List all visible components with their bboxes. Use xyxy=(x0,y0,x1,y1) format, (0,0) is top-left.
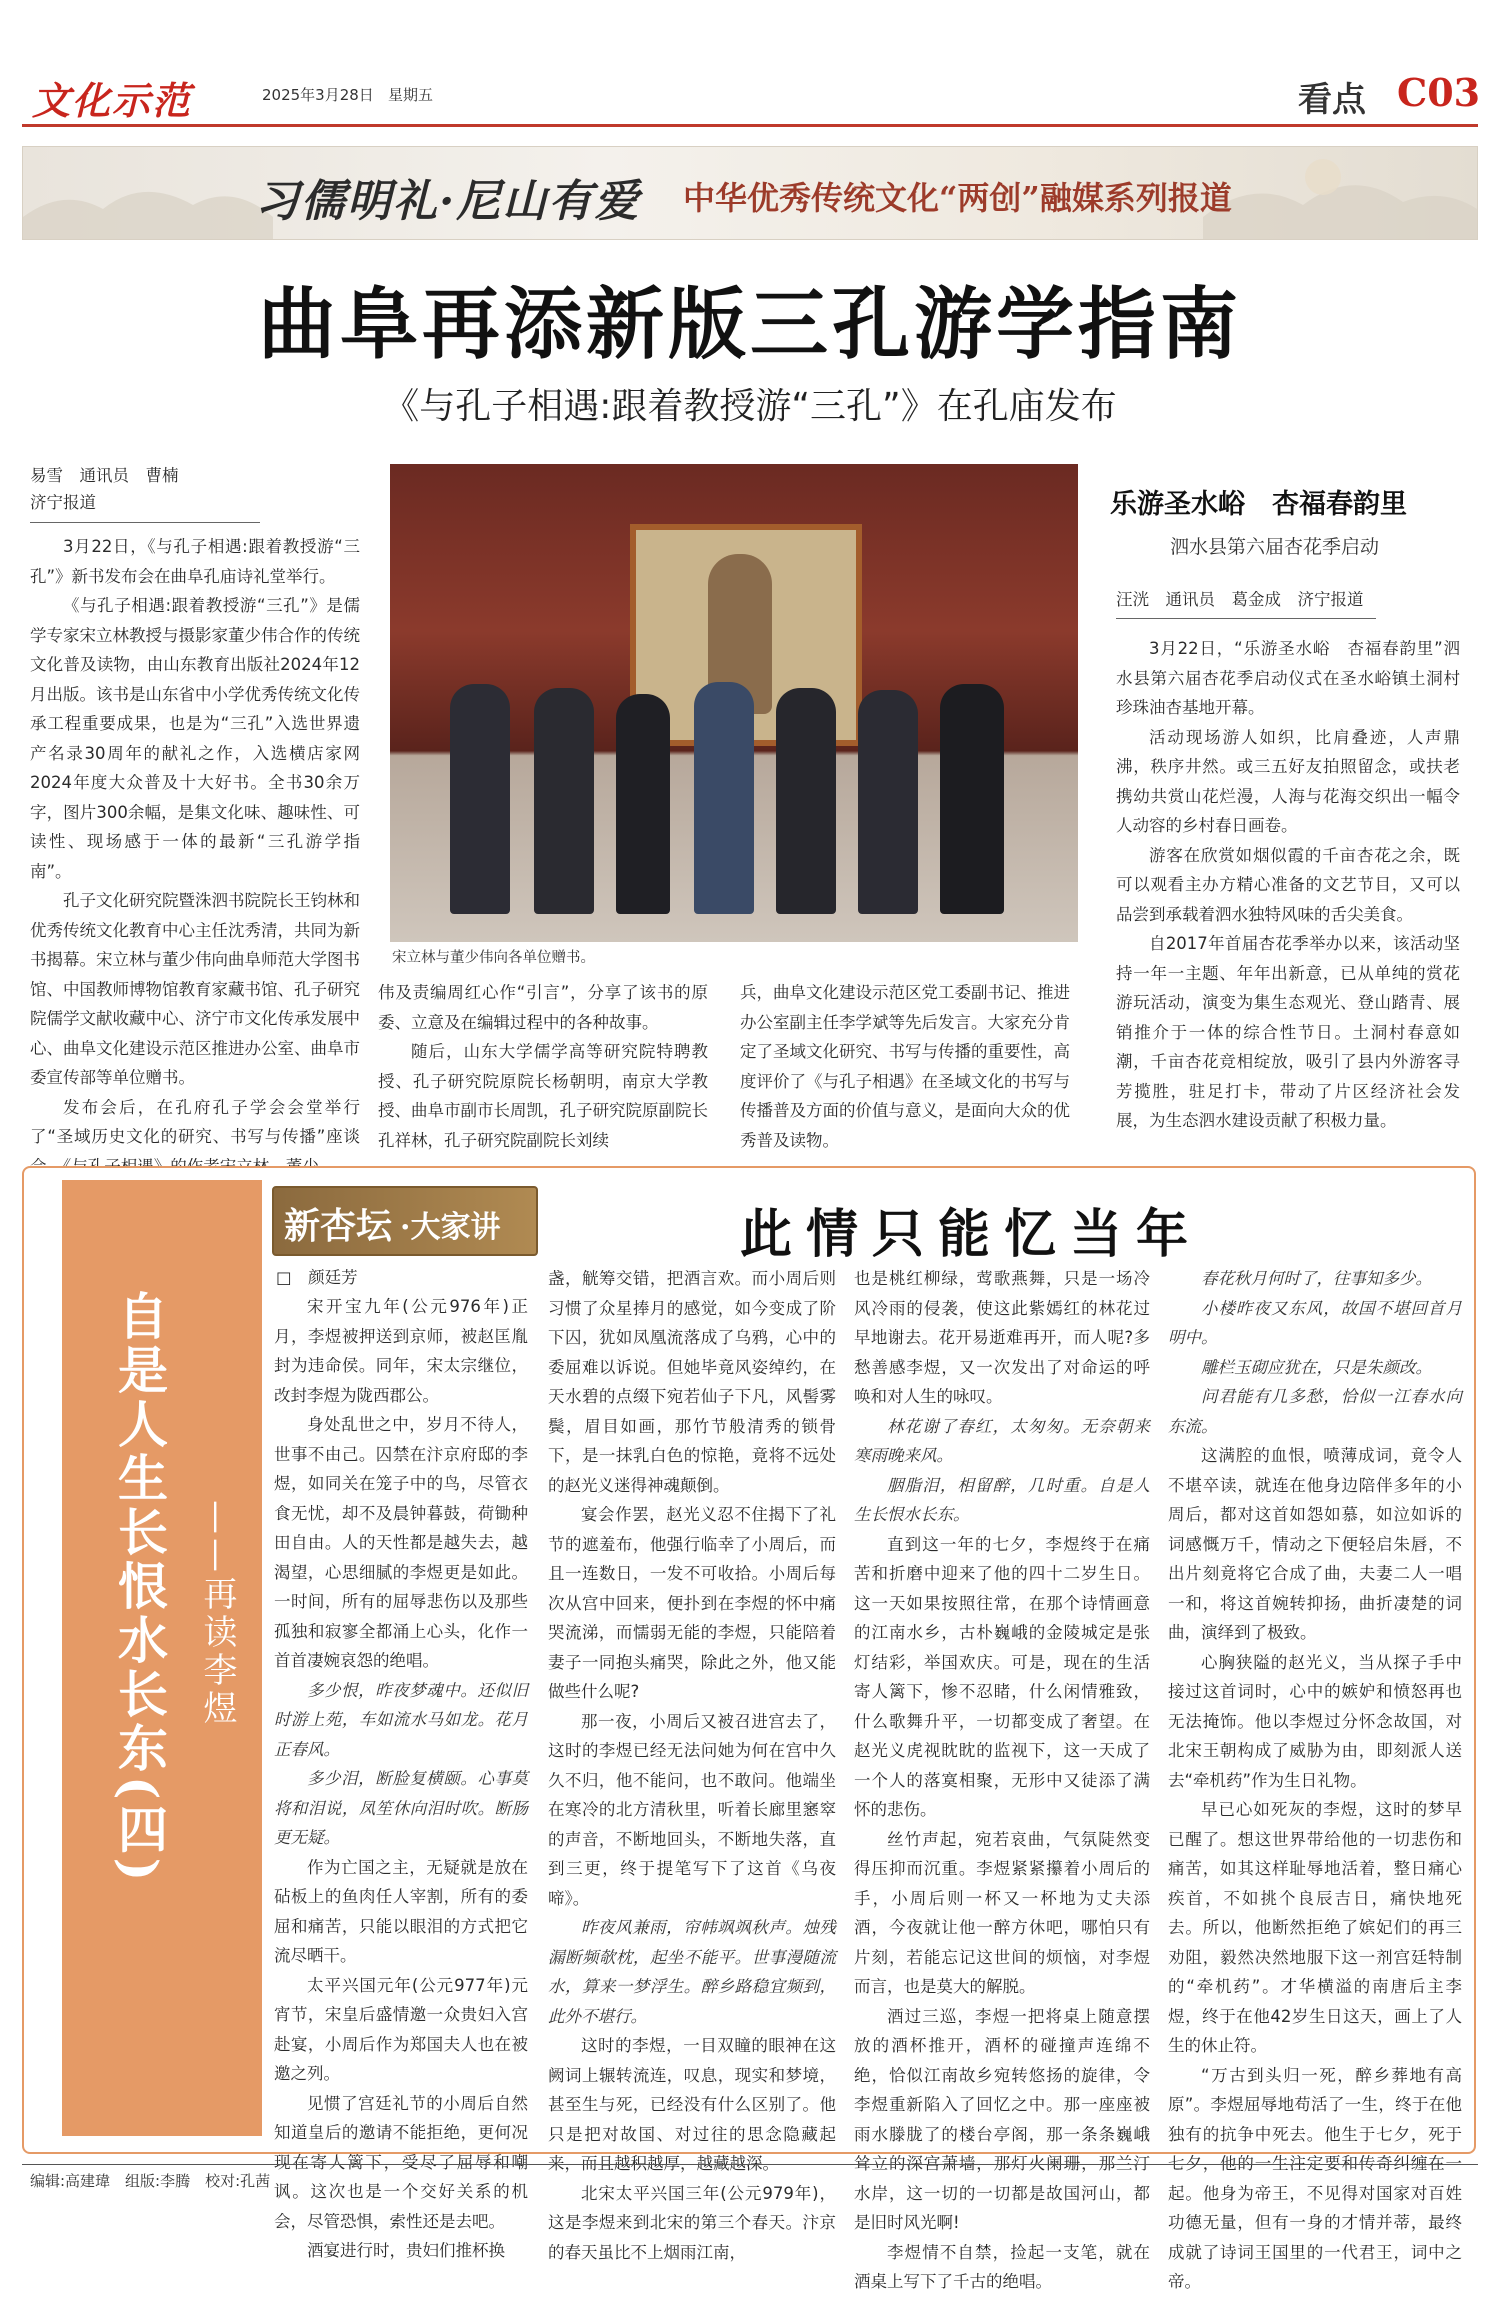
feature-poem-line: 问君能有几多愁，恰似一江春水向东流。 xyxy=(1168,1387,1462,1436)
issue-date: 2025年3月28日 xyxy=(262,86,374,104)
feature-para: 盏，觥筹交错，把酒言欢。而小周后则习惯了众星捧月的感觉，如今变成了阶下囚，犹如凤凰流落成了乌鸦，心中的委屈难以诉说。但她毕竟风姿绰约，在天水碧的点缀下宛若仙子下凡，风髻雾鬓，眉目如画，那竹节般清秀的锁骨下，是一抹乳白色的惊艳，竟将不远处的赵光义迷得神魂颠倒。 xyxy=(548,1269,836,1495)
feature-para: 早已心如死灰的李煜，这时的梦早已醒了。想这世界带给他的一切悲伤和痛苦，如其这样耻辱地活着，整日痛心疾首，不如挑个良辰吉日，痛快地死去。所以，他断然拒绝了嫔妃们的再三劝阻，毅然决然地服下这一剂宫廷特制的“牵机药”。才华横溢的南唐后主李煜，终于在他42岁生日这天，画上了人生的休止符。 xyxy=(1168,1800,1462,2055)
side-para: 游客在欣赏如烟似霞的千亩杏花之余，既可以观看主办方精心准备的文艺节目，又可以品尝到承载着泗水独特风味的舌尖美食。 xyxy=(1116,845,1460,924)
feature-poem-line: 胭脂泪，相留醉，几时重。自是人生长恨水长东。 xyxy=(854,1475,1150,1524)
photo-people xyxy=(450,674,1010,914)
feature-poem-line: 多少恨，昨夜梦魂中。还似旧时游上苑，车如流水马如龙。花月正春风。 xyxy=(274,1680,528,1759)
lead-para: 伟及责编周红心作“引言”，分享了该书的原委、立意及在编辑过程中的各种故事。 xyxy=(378,983,708,1032)
feature-column-2 xyxy=(548,1264,836,2267)
photo-caption: 宋立林与董少伟向各单位赠书。 xyxy=(392,950,595,966)
byline-divider xyxy=(30,522,260,523)
feature-para: 李煜情不自禁，捡起一支笔，就在酒桌上写下了千古的绝唱。 xyxy=(854,2242,1150,2291)
lead-para: 孔子文化研究院暨洙泗书院院长王钧林和优秀传统文化教育中心主任沈秀清，共同为新书揭幕。宋立林与董少伟向曲阜师范大学图书馆、中国教师博物馆教育家藏书馆、孔子研究院儒学文献收藏中心、济宁市文化传承发展中心、曲阜文化建设示范区推进办公室、曲阜市委宣传部等单位赠书。 xyxy=(30,891,360,1087)
feature-para: 见惯了宫廷礼节的小周后自然知道皇后的邀请不能拒绝，更何况现在寄人篱下，受尽了屈辱和嘲讽。这次也是一个交好关系的机会，尽管恐惧，索性还是去吧。 xyxy=(274,2093,528,2231)
feature-para: 酒宴进行时，贵妇们推杯换 xyxy=(307,2241,505,2260)
issue-weekday: 星期五 xyxy=(388,86,434,104)
side-byline-divider xyxy=(1116,618,1376,619)
masthead xyxy=(0,0,1500,140)
feature-para: 直到这一年的七夕，李煜终于在痛苦和折磨中迎来了他的四十二岁生日。这一天如果按照往常，在那个诗情画意的江南水乡，古朴巍峨的金陵城定是张灯结彩，举国欢庆。可是，现在的生活寄人篱下，惨不忍睹，什么闲情雅致，什么歌舞升平，一切都变成了奢望。在赵光义虎视眈眈的监视下，这一天成了一个人的落寞相聚，无形中又徒添了满怀的悲伤。 xyxy=(854,1534,1150,1819)
lead-column-2 xyxy=(378,978,708,1155)
feature-poem-line: 雕栏玉砌应犹在，只是朱颜改。 xyxy=(1201,1357,1432,1377)
series-banner xyxy=(22,146,1478,240)
feature-poem-line: 春花秋月何时了，往事知多少。 xyxy=(1201,1269,1432,1288)
feature-column-4 xyxy=(1168,1264,1462,2297)
feature-para: 这满腔的血恨，喷薄成词，竟令人不堪卒读，就连在他身边陪伴多年的小周后，都对这首如怨如慕，如泣如诉的词感慨万千，情动之下便轻启朱唇，不出片刻竟将它合成了曲，夫妻二人一唱一和，将这首婉转抑扬，曲折凄楚的词曲，演绎到了极致。 xyxy=(1168,1446,1462,1642)
feature-poem-line: 小楼昨夜又东风，故国不堪回首月明中。 xyxy=(1168,1298,1462,1347)
side-para: 自2017年首届杏花季举办以来，该活动坚持一年一主题、年年出新意，已从单纯的赏花游玩活动，演变为集生态观光、登山踏青、展销推介于一体的综合性节日。土洞村春意如潮，千亩杏花竞相绽放，吸引了县内外游客寻芳揽胜，驻足打卡，带动了片区经济社会发展，为生态泗水建设贡献了积极力量。 xyxy=(1116,934,1460,1130)
lead-para: 《与孔子相遇:跟着教授游“三孔”》是儒学专家宋立林教授与摄影家董少伟合作的传统文化普及读物，由山东教育出版社2024年12月出版。该书是山东省中小学优秀传统文化传承工程重要成果，也是为“三孔”入选世界遗产名录30周年的献礼之作，入选横店家网2024年度大众普及十大好书。全书30余万字，图片300余幅，是集文化味、趣味性、可读性、现场感于一体的最新“三孔游学指南”。 xyxy=(30,596,360,881)
feature-para: 丝竹声起，宛若哀曲，气氛陡然变得压抑而沉重。李煜紧紧攥着小周后的手，小周后则一杯又一杯地为丈夫添酒，今夜就让他一醉方休吧，哪怕只有片刻，若能忘记这世间的烦恼，对李煜而言，也是莫大的解脱。 xyxy=(854,1829,1150,1996)
feature-para: 身处乱世之中，岁月不待人，世事不由己。囚禁在汴京府邸的李煜，如同关在笼子中的鸟，尽管衣食无忧，却不及晨钟暮鼓，荷锄种田自由。人的天性都是越失去，越渴望，心思细腻的李煜更是如此。一时间，所有的屈辱悲伤以及那些孤独和寂寥全都涌上心头，化作一首首凄婉哀怨的绝唱。 xyxy=(274,1415,528,1670)
feature-column-3 xyxy=(854,1264,1150,2297)
side-para: 3月22日，“乐游圣水峪 杏福春韵里”泗水县第六届杏花季启动仪式在圣水峪镇土洞村珍珠油杏基地开幕。 xyxy=(1116,639,1460,717)
person xyxy=(858,690,918,914)
feature-poem-line: 林花谢了春红，太匆匆。无奈朝来寒雨晚来风。 xyxy=(854,1416,1150,1465)
person xyxy=(450,684,510,914)
feature-vertical-subtitle: ——再读李煜 xyxy=(197,1500,237,1728)
lead-para: 随后，山东大学儒学高等研究院特聘教授、孔子研究院原院长杨朝明，南京大学教授、曲阜市副市长周凯，孔子研究院原副院长孔祥林，孔子研究院副院长刘续 xyxy=(378,1042,708,1150)
lead-para: 发布会后，在孔府孔子学会会堂举行了“圣域历史文化的研究、书写与传播”座谈 xyxy=(30,1097,360,1146)
side-para: 活动现场游人如织，比肩叠迹，人声鼎沸，秩序井然。或三五好友拍照留念，或扶老携幼共赏山花烂漫，人海与花海交织出一幅令人动容的乡村春日画卷。 xyxy=(1116,727,1460,835)
footer-credits: 编辑:高建瑋 组版:李腾 校对:孔茜 xyxy=(30,2172,271,2190)
lead-byline xyxy=(30,462,360,516)
page-number: C03 xyxy=(1397,70,1481,115)
feature-para: 心胸狭隘的赵光义，当从探子手中接过这首词时，心中的嫉妒和愤怒再也无法掩饰。他以李煜过分怀念故国，对北宋王朝构成了威胁为由，即刻派人送去“牵机药”作为生日礼物。 xyxy=(1168,1652,1462,1790)
lead-column-1 xyxy=(30,532,360,1181)
feature-column-1 xyxy=(274,1292,528,2266)
feature-vertical-title: 自是人生长恨水长东(四) xyxy=(110,1290,169,1886)
side-body xyxy=(1116,634,1460,1136)
side-headline: 乐游圣水峪 杏福春韵里 xyxy=(1110,489,1407,520)
feature-para: 这时的李煜，一目双瞳的眼神在这阙词上辗转流连，叹息，现实和梦境，甚至生与死，已经没有什么区别了。他只是把对故国、对过往的思念隐藏起来，而且越积越厚，越藏越深。 xyxy=(548,2036,836,2173)
banner-series-title: 中华优秀传统文化“两创”融媒系列报道 xyxy=(683,179,1232,217)
feature-para: 作为亡国之主，无疑就是放在砧板上的鱼肉任人宰割，所有的委屈和痛苦，只能以眼泪的方式把它流尽晒干。 xyxy=(274,1857,528,1965)
lead-para: 3月22日，《与孔子相遇:跟着教授游“三孔”》新书发布会在曲阜孔庙诗礼堂举行。 xyxy=(30,537,360,586)
feature-author: □ 颜廷芳 xyxy=(276,1268,358,1287)
lead-byline-names: 易雪 通讯员 曹楠 xyxy=(30,466,179,485)
person xyxy=(776,688,836,914)
feature-para: 宋开宝九年(公元976年)正月，李煜被押送到京师，被赵匡胤封为违命侯。同年，宋太宗继位，改封李煜为陇西郡公。 xyxy=(274,1297,528,1405)
feature-para: 宴会作罢，赵光义忍不住揭下了礼节的遮羞布，他强行临幸了小周后，而且一连数日，一发不可收拾。小周后每次从宫中回来，便扑到在李煜的怀中痛哭流涕，而懦弱无能的李煜，只能陪着妻子一同抱头痛哭，除此之外，他又能做些什么呢? xyxy=(548,1505,836,1701)
lead-para: 兵，曲阜文化建设示范区党工委副书记、推进办公室副主任李学斌等先后发言。大家充分肯定了圣域文化研究、书写与传播的重要性，高度评价了《与孔子相遇》在圣域文化的书写与传播普及方面的价值与意义，是面向大众的优秀普及读物。 xyxy=(740,983,1070,1150)
lead-photo xyxy=(390,464,1078,942)
feature-poem-line: 多少泪，断脸复横颐。心事莫将和泪说，凤笙休向泪时吹。断肠更无疑。 xyxy=(274,1769,528,1847)
feature-para: 太平兴国元年(公元977年)元宵节，宋皇后盛情邀一众贵妇入宫赴宴，小周后作为郑国夫人也在被邀之列。 xyxy=(274,1975,528,2083)
person xyxy=(940,684,1004,914)
lead-byline-place: 济宁报道 xyxy=(30,493,96,512)
feature-para: 酒过三巡，李煜一把将桌上随意摆放的酒杯推开，酒杯的碰撞声连绵不绝，恰似江南故乡宛转悠扬的旋律，令李煜重新陷入了回忆之中。那一座座被雨水滕胧了的楼台亭阁，那一条条巍峨耸立的深宫萧墙，那灯火阑珊，那兰汀水岸，这一切的一切都是故国河山，都是旧时风光啊! xyxy=(854,2006,1150,2232)
banner-calligraphy: 习儒明礼·尼山有爱 xyxy=(255,176,641,227)
feature-para: 也是桃红柳绿，莺歌燕舞，只是一场冷风冷雨的侵袭，使这此紫嫣红的林花过早地谢去。花开易逝难再开，而人呢?多愁善感李煜，又一次发出了对命运的呼唤和对人生的咏叹。 xyxy=(854,1269,1150,1406)
lead-headline: 曲阜再添新版三孔游学指南 xyxy=(257,279,1242,370)
footer-rule xyxy=(22,2164,1478,2165)
person xyxy=(616,694,670,914)
column-logo xyxy=(272,1186,538,1256)
lead-column-3 xyxy=(740,978,1070,1155)
person xyxy=(534,688,594,914)
feature-para: “万古到头归一死，醉乡葬地有高原”。李煜屈辱地苟活了一生，终于在他独有的抗争中死去。他生于七夕，死于七夕，他的一生注定要和传奇纠缠在一起。他身为帝王，不见得对国家对百姓功德无量，但有一身的才情并蒂，最终成就了诗词王国里的一代君王，词中之帝。 xyxy=(1168,2065,1462,2291)
feature-para: 那一夜，小周后又被召进宫去了，这时的李煜已经无法问她为何在宫中久久不归，他不能问，也不敢问。他端坐在寒冷的北方清秋里，听着长廊里窸窣的声音，不断地回头，不断地失落，直到三更，终于提笔写下了这首《乌夜啼》。 xyxy=(548,1711,836,1908)
masthead-rule xyxy=(22,124,1478,127)
feature-poem: 昨夜风兼雨，帘帏飒飒秋声。烛残漏断频欹枕，起坐不能平。世事漫随流水，算来一梦浮生。醉乡路稳宜频到，此外不堪行。 xyxy=(548,1918,836,2026)
column-name: ·大家讲 xyxy=(400,1210,501,1245)
column-logo-text: 新杏坛 xyxy=(284,1205,393,1247)
brand-logo: 文化示范 xyxy=(32,78,193,123)
side-subhead: 泗水县第六届杏花季启动 xyxy=(1170,536,1380,558)
person xyxy=(694,682,754,914)
side-byline: 汪洸 通讯员 葛金成 济宁报道 xyxy=(1116,590,1364,609)
section-name: 看点 xyxy=(1298,80,1366,120)
lead-subhead: 《与孔子相遇:跟着教授游“三孔”》在孔庙发布 xyxy=(383,386,1117,427)
feature-para: 北宋太平兴国三年(公元979年)，这是李煜来到北宋的第三个春天。汴京的春天虽比不上烟雨江南， xyxy=(548,2183,836,2262)
feature-headline: 此情只能忆当年 xyxy=(740,1204,1203,1265)
